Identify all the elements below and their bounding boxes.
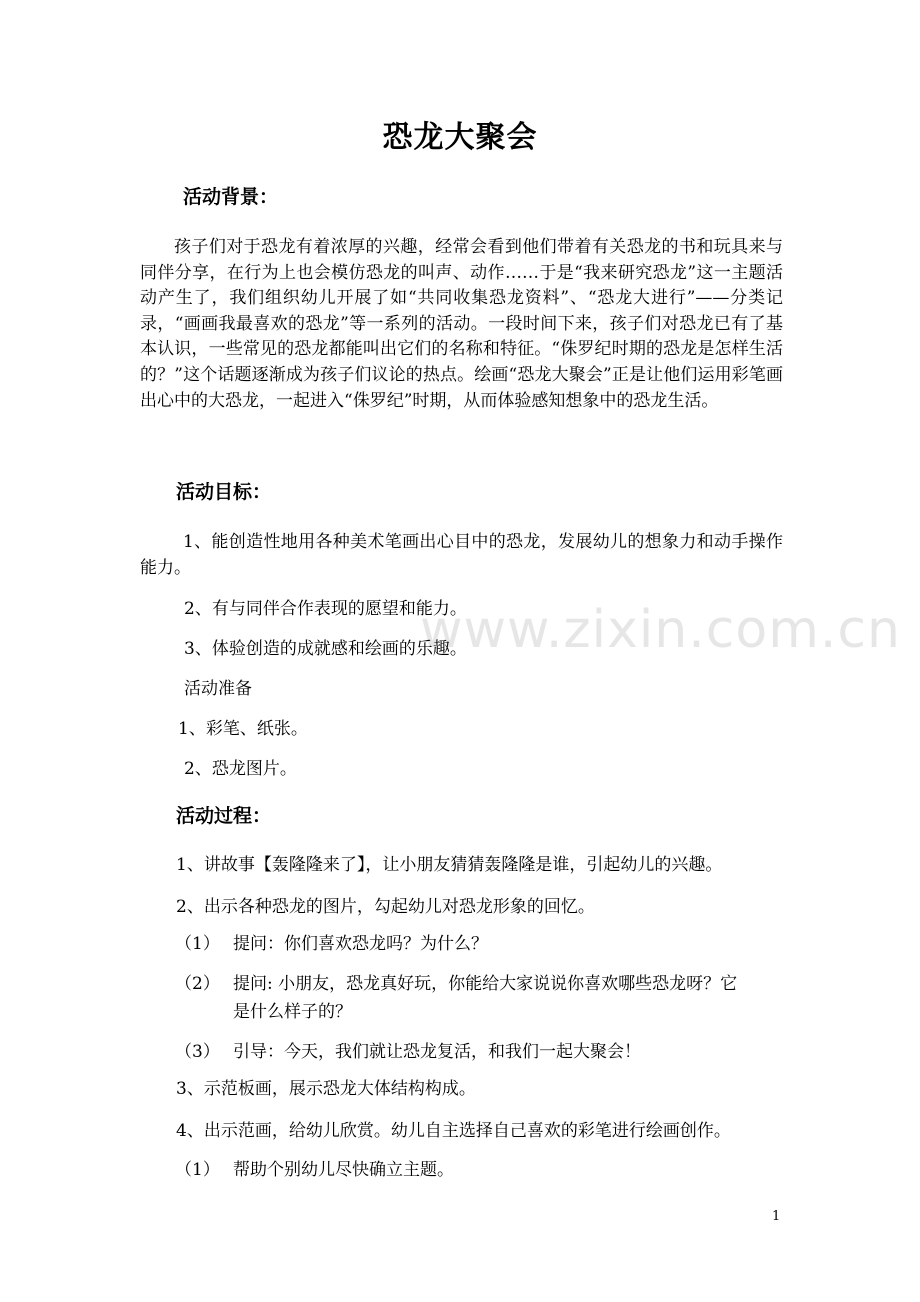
goal-item-3: 3、体验创造的成就感和绘画的乐趣。 bbox=[184, 639, 467, 659]
sub-item-number: （1） bbox=[175, 1160, 220, 1180]
process-step-2-sub-2 bbox=[175, 970, 783, 1026]
sub-item-number: （1） bbox=[175, 934, 220, 954]
process-heading: 活动过程： bbox=[176, 805, 272, 827]
sub-item-number: （3） bbox=[175, 1042, 220, 1062]
sub-item-text: 提问: 小朋友，恐龙真好玩，你能给大家说说你喜欢哪些恐龙呀？它 bbox=[233, 974, 738, 994]
background-paragraph: 孩子们对于恐龙有着浓厚的兴趣，经常会看到他们带着有关恐龙的书和玩具来与同伴分享，在行为上也会模仿恐龙的叫声、动作……于是“我来研究恐龙”这一主题活动产生了，我们组织幼儿开展了如“共同收集恐龙资料”、“恐龙大进行”——分类记录，“画画我最喜欢的恐龙”等一系列的活动。一段时间下来，孩子们对恐龙已有了基本认识，一些常见的恐龙都能叫出它们的名称和特征。“侏罗纪时期的恐龙是怎样生活的？”这个话题逐渐成为孩子们议论的热点。绘画“恐龙大聚会”正是让他们运用彩笔画出心中的大恐龙，一起进入“侏罗纪”时期，从而体验感知想象中的恐龙生活。 bbox=[140, 237, 783, 411]
sub-item-text: 引导：今天，我们就让恐龙复活，和我们一起大聚会！ bbox=[233, 1042, 641, 1062]
page-number: 1 bbox=[772, 1209, 781, 1224]
sub-item-number: （2） bbox=[175, 974, 220, 994]
watermark: www.zixin.com.cn bbox=[420, 600, 901, 660]
background-heading: 活动背景： bbox=[183, 186, 279, 208]
sub-item-text-continued: 是什么样子的？ bbox=[233, 1002, 352, 1022]
document-title: 恐龙大聚会 bbox=[382, 120, 538, 155]
process-step-1: 1、讲故事【轰隆隆来了】，让小朋友猜猜轰隆隆是谁，引起幼儿的兴趣。 bbox=[176, 855, 723, 875]
preparation-item-1: 1、彩笔、纸张。 bbox=[178, 719, 308, 739]
preparation-item-2: 2、恐龙图片。 bbox=[184, 759, 297, 779]
process-step-4-sub-1 bbox=[175, 1156, 783, 1184]
sub-item-text: 提问：你们喜欢恐龙吗？为什么？ bbox=[233, 934, 488, 954]
process-step-3: 3、示范板画，展示恐龙大体结构构成。 bbox=[176, 1079, 476, 1099]
process-step-2-sub-3 bbox=[175, 1038, 783, 1066]
preparation-heading: 活动准备 bbox=[184, 679, 252, 699]
goal-item-2: 2、有与同伴合作表现的愿望和能力。 bbox=[184, 599, 467, 619]
process-step-2: 2、出示各种恐龙的图片，勾起幼儿对恐龙形象的回忆。 bbox=[176, 897, 595, 917]
process-step-2-sub-1 bbox=[175, 930, 783, 958]
process-step-4: 4、出示范画，给幼儿欣赏。幼儿自主选择自己喜欢的彩笔进行绘画创作。 bbox=[176, 1121, 731, 1141]
goal-item-1: 1、能创造性地用各种美术笔画出心目中的恐龙，发展幼儿的想象力和动手操作能力。 bbox=[140, 532, 783, 578]
goals-heading: 活动目标： bbox=[176, 481, 272, 503]
sub-item-text: 帮助个别幼儿尽快确立主题。 bbox=[233, 1160, 454, 1180]
